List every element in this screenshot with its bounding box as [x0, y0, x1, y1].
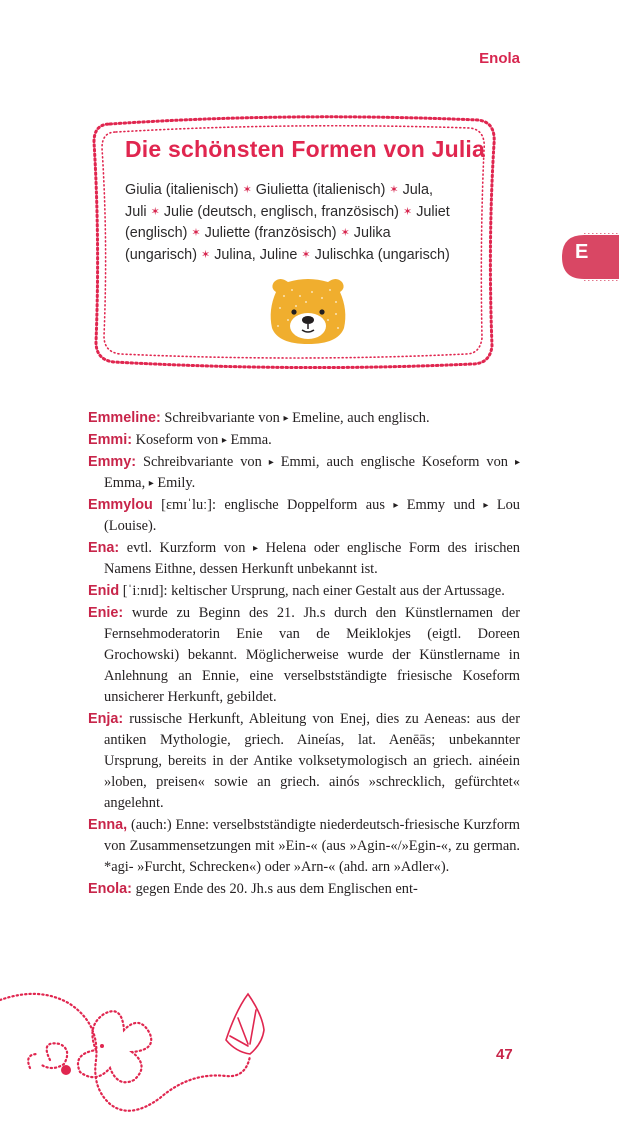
entry-headword: Enid — [88, 583, 120, 599]
variant-list — [125, 180, 485, 266]
cross-reference-arrow-icon: ▸ — [393, 500, 399, 511]
entry-headword: Emmylou — [88, 497, 153, 513]
entry-text: Schreibvariante von — [136, 454, 269, 470]
entry-headword: Enja: — [88, 711, 124, 727]
star-separator-icon: ✶ — [191, 227, 201, 239]
entry-headword: Enna, — [88, 817, 128, 833]
variant-name: Julie (deutsch, englisch, französisch) — [163, 203, 399, 220]
cross-reference-arrow-icon: ▸ — [268, 457, 274, 468]
cross-reference-arrow-icon: ▸ — [148, 478, 154, 489]
cross-reference-arrow-icon: ▸ — [483, 500, 489, 511]
dictionary-entry — [88, 452, 520, 494]
entry-text: Emmy und — [398, 497, 484, 513]
variant-name: Julika (ungarisch) — [125, 225, 391, 263]
dictionary-entry — [88, 495, 520, 537]
cross-reference-arrow-icon: ▸ — [283, 413, 289, 424]
star-separator-icon: ✶ — [150, 205, 160, 218]
entry-text: [ɛmɪˈluː]: englische Doppelform aus — [152, 497, 394, 513]
entry-text: Lou (Louise). — [104, 497, 521, 534]
star-separator-icon: ✶ — [340, 227, 350, 239]
dictionary-entry — [88, 709, 520, 814]
chapter-tab — [560, 233, 619, 281]
entry-headword: Enie: — [88, 605, 124, 621]
star-separator-icon: ✶ — [200, 248, 211, 261]
star-separator-icon: ✶ — [402, 205, 413, 218]
dictionary-entry — [88, 538, 520, 580]
entry-headword: Emmy: — [88, 454, 136, 470]
dictionary-entry — [88, 430, 520, 451]
bear-face-icon — [266, 276, 350, 346]
variant-name: Giulia (italienisch) — [125, 182, 239, 198]
entry-text: Koseform von — [131, 432, 222, 448]
variant-name: Jula, Juli — [125, 182, 433, 220]
page-number: 47 — [496, 1046, 513, 1063]
variant-name: Julina, Juline — [214, 246, 298, 263]
chapter-letter: E — [575, 241, 589, 263]
entry-text: evtl. Kurzform von — [119, 540, 253, 556]
cross-reference-arrow-icon: ▸ — [221, 435, 227, 446]
entry-headword: Enola: — [88, 881, 132, 897]
entry-text: russische Herkunft, Ableitung von Enej, dies zu Aeneas: aus der antiken Mythologie, griech. Aineías, lat. Aenēās; unbekannter Ursprung, bereits in der Antike volksetymologisch an griech. ainéein »loben, preisen« sowie an griech. ainós »schrecklich, gefürchtet« angelehnt. — [104, 711, 520, 811]
cross-reference-arrow-icon: ▸ — [252, 543, 258, 554]
dictionary-entry — [88, 603, 520, 708]
dictionary-entry — [88, 815, 520, 878]
entry-text: Helena oder englische Form des irischen Namens Eithne, dessen Herkunft unbekannt ist. — [104, 540, 520, 577]
variant-name: Juliette (französisch) — [204, 225, 337, 241]
dictionary-entry — [88, 879, 520, 900]
variant-name: Juliet (englisch) — [125, 203, 450, 241]
flower-doodle-icon — [0, 980, 300, 1122]
entry-text: Emmi, auch englische Koseform von — [273, 454, 515, 470]
entry-text: Emma. — [226, 432, 272, 448]
star-separator-icon: ✶ — [242, 184, 252, 196]
dictionary-entry — [88, 408, 520, 429]
entry-text: [ˈiːnɪd]: keltischer Ursprung, nach einer Gestalt aus der Artussage. — [119, 583, 505, 599]
running-head: Enola — [479, 50, 520, 67]
entry-text: (auch:) Enne: verselbstständigte niederdeutsch-friesische Kurzform von Zusammensetzungen mit »Ein-« (aus »Agin-«/»Egin-«, zu german. *agi- »Furcht, Schrecken«) oder »Arn-« (ahd. arn »Adler«). — [104, 817, 520, 875]
entry-headword: Emmeline: — [88, 410, 161, 426]
variant-name: Giulietta (italienisch) — [255, 182, 386, 198]
entry-text: Emily. — [153, 475, 196, 491]
entry-text: Emma, — [104, 475, 149, 491]
dictionary-entry — [88, 581, 520, 602]
entry-text: Schreibvariante von — [160, 410, 284, 426]
entry-headword: Emmi: — [88, 432, 132, 448]
entry-text: gegen Ende des 20. Jh.s aus dem Englischen ent- — [131, 881, 418, 897]
entry-headword: Ena: — [88, 540, 120, 556]
box-title: Die schönsten Formen von Julia — [125, 136, 486, 162]
variant-name: Julischka (ungarisch) — [314, 246, 450, 263]
entry-text: Emeline, auch englisch. — [288, 410, 430, 426]
cross-reference-arrow-icon: ▸ — [514, 457, 520, 468]
entry-list — [88, 408, 520, 901]
info-box — [88, 110, 500, 372]
star-separator-icon: ✶ — [389, 184, 399, 196]
entry-text: wurde zu Beginn des 21. Jh.s durch den Künstlernamen der Fernsehmoderatorin Enie van de Meiklokjes (eigtl. Doreen Grochowski) bekannt. Möglicherweise wurde der Künstlername in Anlehnung an Ennie, eine verselbstständigte friesische Koseform unsicherer Herkunft, gebildet. — [104, 605, 520, 705]
star-separator-icon: ✶ — [301, 248, 311, 261]
